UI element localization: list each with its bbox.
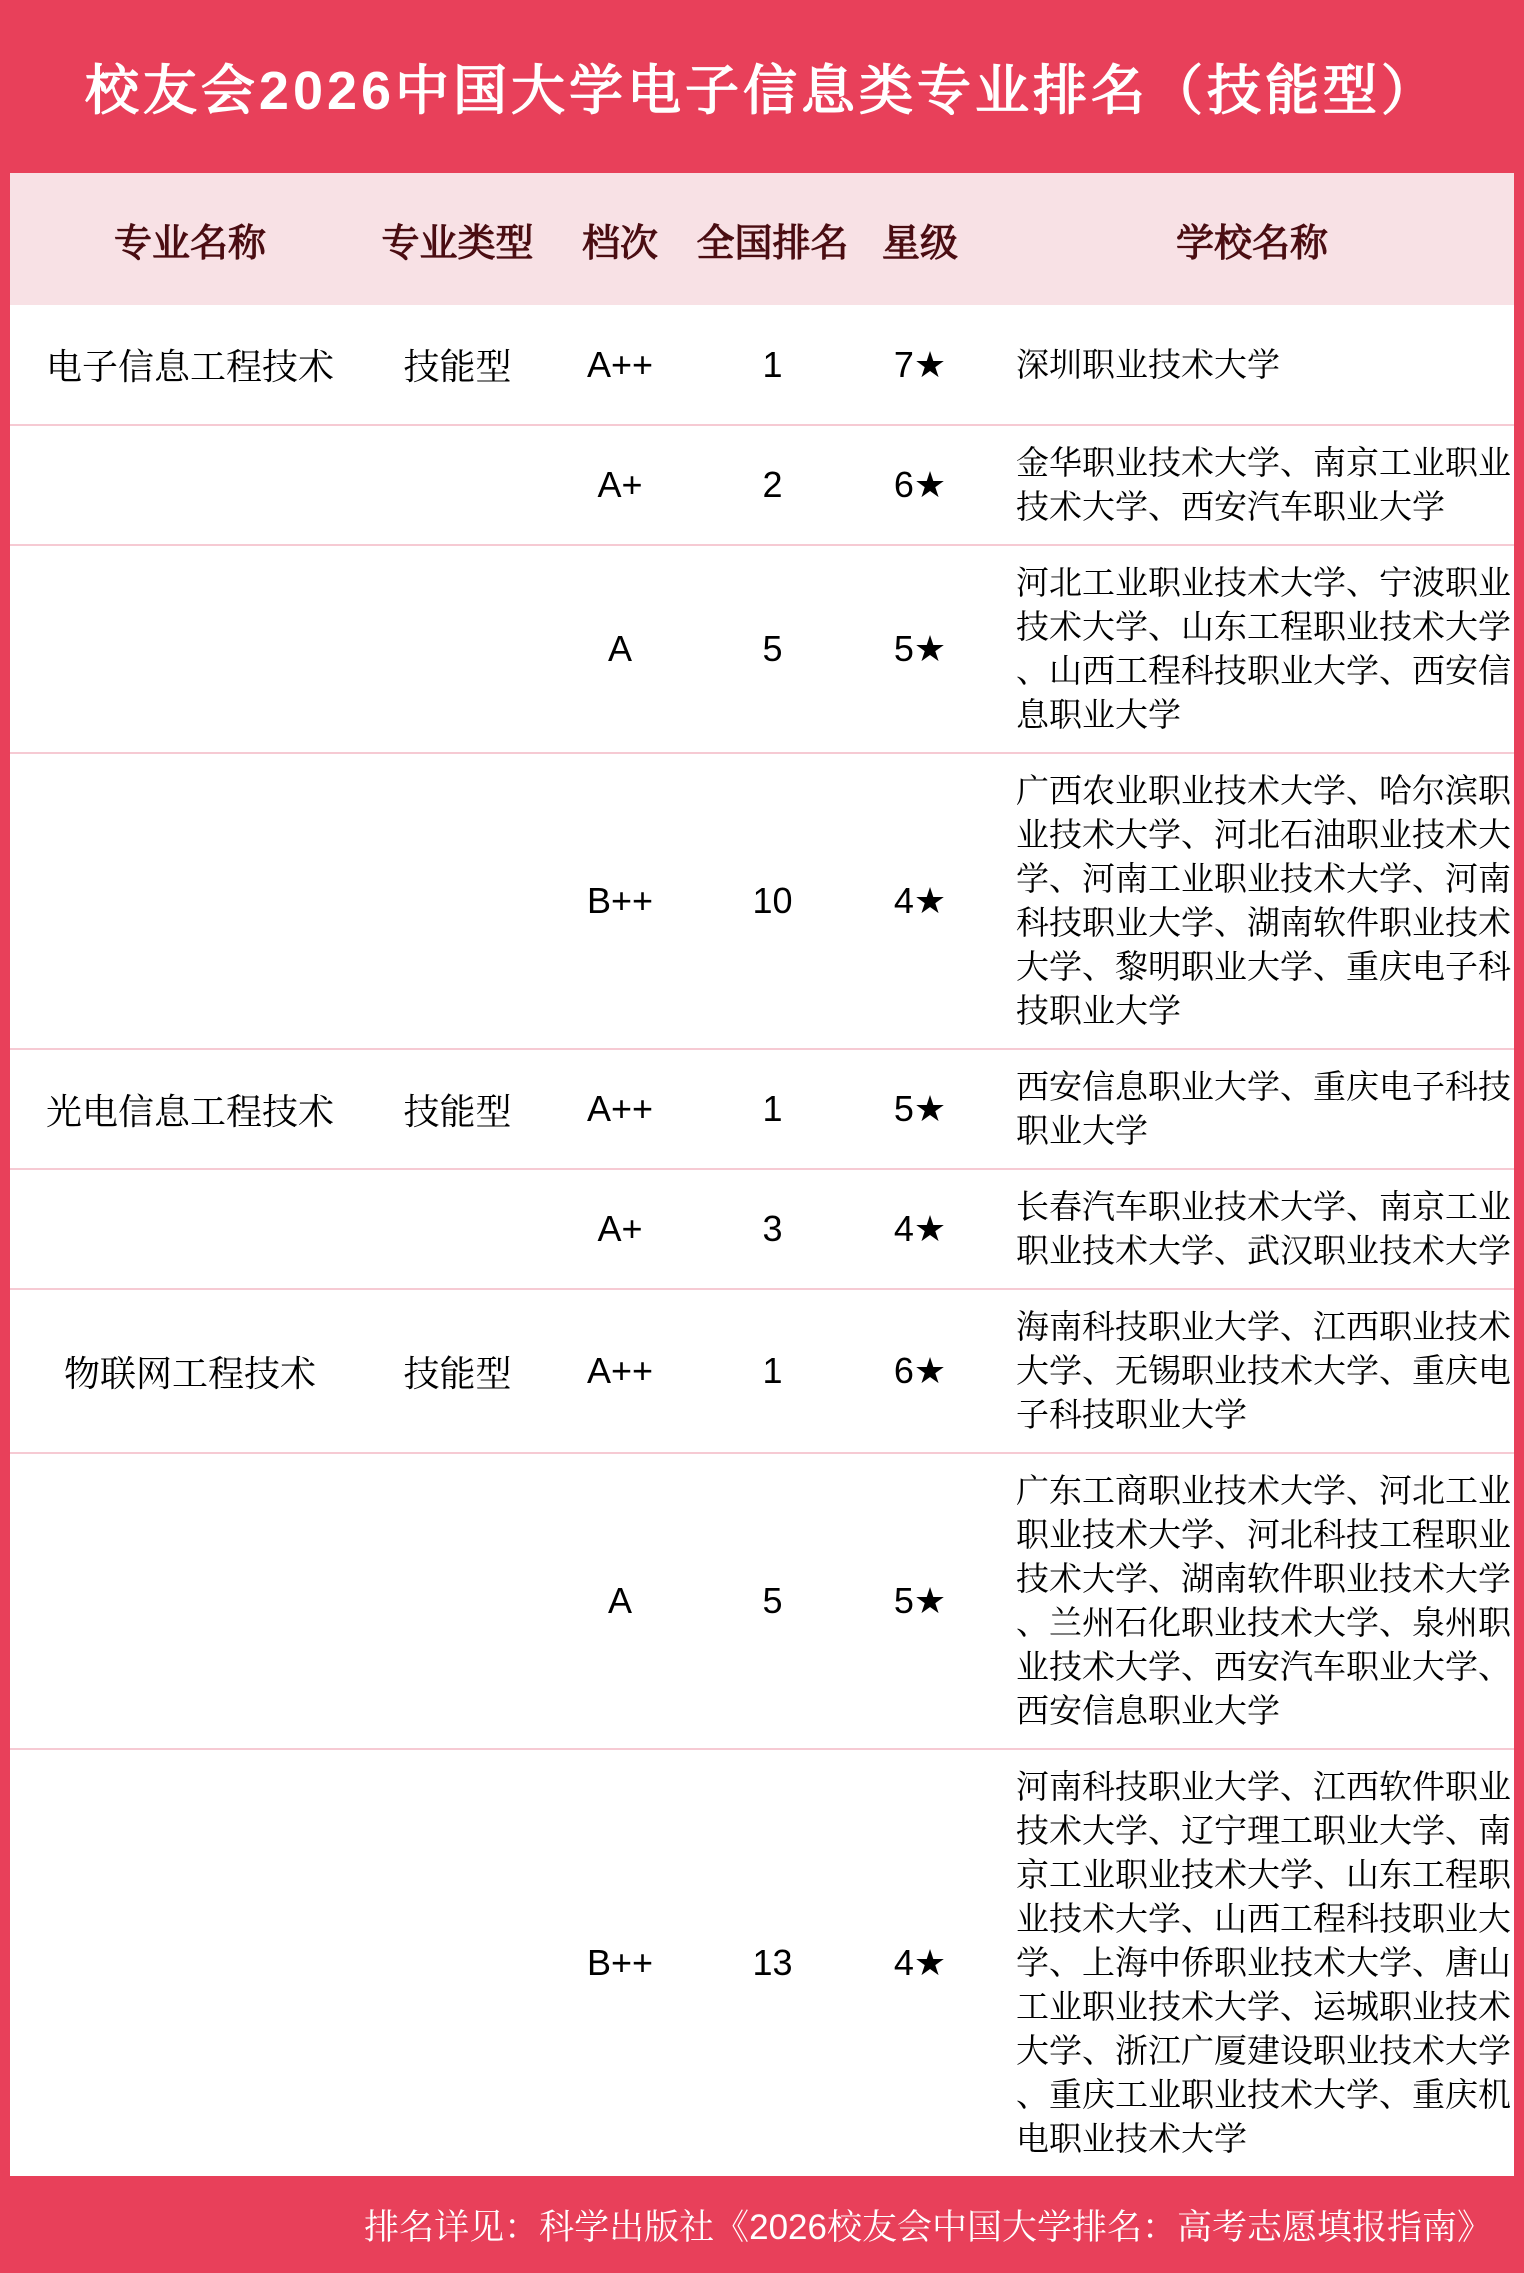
column-header-grade: 档次 [545,173,695,305]
cell-schools: 广西农业职业技术大学、哈尔滨职业技术大学、河北石油职业技术大学、河南工业职业技术大学、河南科技职业大学、湖南软件职业技术大学、黎明职业大学、重庆电子科技职业大学 [990,753,1514,1049]
table-row [10,753,1514,1049]
header-row [10,173,1514,305]
cell-major: 电子信息工程技术 [45,346,334,387]
cell-grade: A+ [545,425,695,545]
cell-stars: 4★ [850,1749,990,2176]
cell-stars: 4★ [850,753,990,1049]
cell-stars: 5★ [850,545,990,753]
cell-stars: 7★ [893,343,947,385]
cell-grade: B++ [545,1749,695,2176]
cell-rank: 2 [695,425,850,545]
table-header [10,173,1514,305]
cell-rank: 5 [695,1453,850,1749]
cell-major [10,1749,370,2176]
cell-schools: 河北工业职业技术大学、宁波职业技术大学、山东工程职业技术大学、山西工程科技职业大学、西安信息职业大学 [990,545,1514,753]
cell-grade: B++ [545,753,695,1049]
cell-stars: 5★ [850,1453,990,1749]
cell-type: 技能型 [403,346,512,387]
cell-stars: 6★ [850,425,990,545]
column-header-type: 专业类型 [370,173,545,305]
cell-schools: 广东工商职业技术大学、河北工业职业技术大学、河北科技工程职业技术大学、湖南软件职业技术大学、兰州石化职业技术大学、泉州职业技术大学、西安汽车职业大学、西安信息职业大学 [990,1453,1514,1749]
cell-major [10,1169,370,1289]
ranking-table-card [10,173,1514,2176]
cell-schools: 金华职业技术大学、南京工业职业技术大学、西安汽车职业大学 [990,425,1514,545]
cell-major: 光电信息工程技术 [10,1049,370,1169]
cell-type: 技能型 [370,1049,545,1169]
title-band [0,0,1524,173]
cell-major [10,545,370,753]
cell-grade: A++ [545,1049,695,1169]
cell-schools: 长春汽车职业技术大学、南京工业职业技术大学、武汉职业技术大学 [990,1169,1514,1289]
cell-schools: 西安信息职业大学、重庆电子科技职业大学 [990,1049,1514,1169]
cell-grade: A+ [545,1169,695,1289]
cell-rank: 1 [695,1289,850,1453]
table-row [10,1749,1514,2176]
cell-rank: 1 [762,343,783,385]
cell-stars: 6★ [850,1289,990,1453]
column-header-schools: 学校名称 [990,173,1514,305]
table-row [10,1453,1514,1749]
cell-type: 技能型 [370,1289,545,1453]
cell-major [10,425,370,545]
cell-stars: 5★ [850,1049,990,1169]
cell-rank: 10 [695,753,850,1049]
cell-schools: 深圳职业技术大学 [1016,345,1280,383]
cell-grade: A [545,545,695,753]
column-header-stars: 星级 [850,173,990,305]
column-header-major: 专业名称 [10,173,370,305]
table-row [10,545,1514,753]
table-body [10,305,1514,2176]
cell-rank: 13 [695,1749,850,2176]
table-row [10,305,1514,425]
table-row [10,1169,1514,1289]
footer-band [0,2176,1524,2273]
cell-grade: A [545,1453,695,1749]
cell-rank: 5 [695,545,850,753]
cell-type [370,425,545,545]
cell-type [370,1169,545,1289]
table-row [10,425,1514,545]
cell-schools: 河南科技职业大学、江西软件职业技术大学、辽宁理工职业大学、南京工业职业技术大学、山东工程职业技术大学、山西工程科技职业大学、上海中侨职业技术大学、唐山工业职业技术大学、运城职业技术大学、浙江广厦建设职业技术大学、重庆工业职业技术大学、重庆机电职业技术大学 [990,1749,1514,2176]
ranking-table [10,173,1514,2176]
column-header-rank: 全国排名 [695,173,850,305]
cell-rank: 1 [695,1049,850,1169]
cell-stars: 4★ [850,1169,990,1289]
page-title: 校友会2026中国大学电子信息类专业排名（技能型） [84,61,1440,121]
cell-type [370,545,545,753]
cell-major [10,753,370,1049]
table-row [10,1289,1514,1453]
cell-type [370,753,545,1049]
table-row [10,1049,1514,1169]
cell-rank: 3 [695,1169,850,1289]
cell-schools: 海南科技职业大学、江西职业技术大学、无锡职业技术大学、重庆电子科技职业大学 [990,1289,1514,1453]
cell-grade: A++ [586,343,654,385]
cell-type [370,1453,545,1749]
cell-major: 物联网工程技术 [10,1289,370,1453]
footer-note: 排名详见：科学出版社《2026校友会中国大学排名：高考志愿填报指南》 [364,2207,1492,2247]
cell-major [10,1453,370,1749]
cell-type [370,1749,545,2176]
cell-grade: A++ [545,1289,695,1453]
